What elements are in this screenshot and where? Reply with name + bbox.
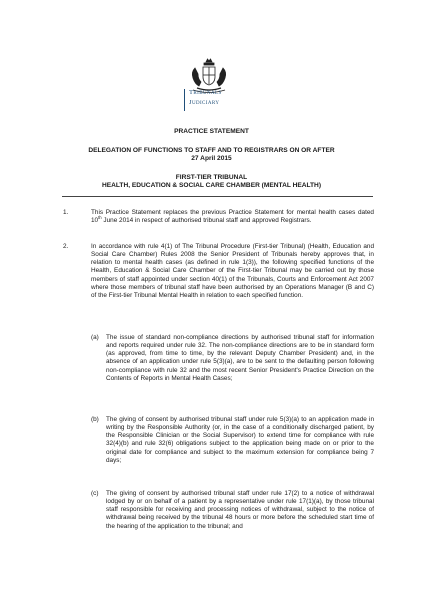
header-rule — [62, 196, 373, 197]
logo-text-judiciary: Judiciary — [189, 99, 220, 106]
paragraph-number: 1. — [63, 209, 69, 216]
subitem-label: (a) — [91, 334, 99, 341]
paragraph-1-text-b: June 2014 in respect of authorised tribunal staff and approved Registrars. — [101, 217, 312, 225]
logo-divider — [184, 89, 185, 111]
subitem-label: (c) — [91, 490, 99, 497]
paragraph-1 — [91, 209, 374, 225]
paragraph-1-sup: th — [98, 215, 102, 221]
subtitle-line-1: DELEGATION OF FUNCTIONS TO STAFF AND TO REGISTRARS ON OR AFTER — [88, 147, 335, 154]
subtitle-date: 27 April 2015 — [191, 155, 232, 162]
subitem-c: The giving of consent by authorised tribunal staff under rule 17(2) to a notice of withdrawal lodged by or on behalf of a patient by a representative under rule 17(1)(a), by those tribunal staff responsible for receiving and processing notices of withdrawal, subject to the notice of withdrawal being received by the tribunal 48 hours or more before the scheduled start time of the hearing of the application to the tribunal; and — [106, 490, 374, 530]
paragraph-2: In accordance with rule 4(1) of The Tribunal Procedure (First-tier Tribunal) (Health, Education and Social Care Chamber) Rules 2008 the Senior President of Tribunals hereby approves that, in relation to mental health cases (as defined in rule 1(3)), the following specified functions of the Health, Education & Social Care Chamber of the First-tier Tribunal may be carried out by those members of staff appointed under section 40(1) of the Tribunals, Courts and Enforcement Act 2007 where those members of tribunal staff have been authorised by an Operations Manager (B and C) of the First-tier Tribunal Mental Health in relation to each specified function. — [91, 243, 374, 299]
page-title: PRACTICE STATEMENT — [174, 128, 249, 135]
logo-text-tribunals: Tribunals — [189, 89, 222, 96]
paragraph-1-text-a: This Practice Statement replaces the previous Practice Statement for mental health cases dated 10 — [91, 209, 374, 225]
chamber-name: HEALTH, EDUCATION & SOCIAL CARE CHAMBER (MENTAL HEALTH) — [101, 182, 322, 189]
subitem-a: The issue of standard non-compliance directions by authorised tribunal staff for information and reports required under rule 32. The non-compliance directions are to be in standard form (as approved, from time to time, by the relevant Deputy Chamber President) and, in the absence of an application under rule 5(3)(a), are to be sent to the defaulting person following non-compliance with rule 32 and the most recent Senior President's Practice Direction on the Contents of Reports in Mental Health Cases; — [106, 334, 374, 382]
paragraph-number: 2. — [63, 243, 69, 250]
subitem-label: (b) — [91, 416, 99, 423]
subitem-b: The giving of consent by authorised tribunal staff under rule 5(3)(a) to an application made in writing by the Responsible Authority (or, in the case of a conditionally discharged patient, by the Responsible Clinician or the Social Supervisor) to extend time for compliance with rule 32(4)(b) and rule 32(6) obligations subject to the application being made on or prior to the original date for compliance and subject to the maximum extension for compliance being 7 days; — [106, 416, 374, 464]
tribunal-name: FIRST-TIER TRIBUNAL — [175, 174, 248, 181]
